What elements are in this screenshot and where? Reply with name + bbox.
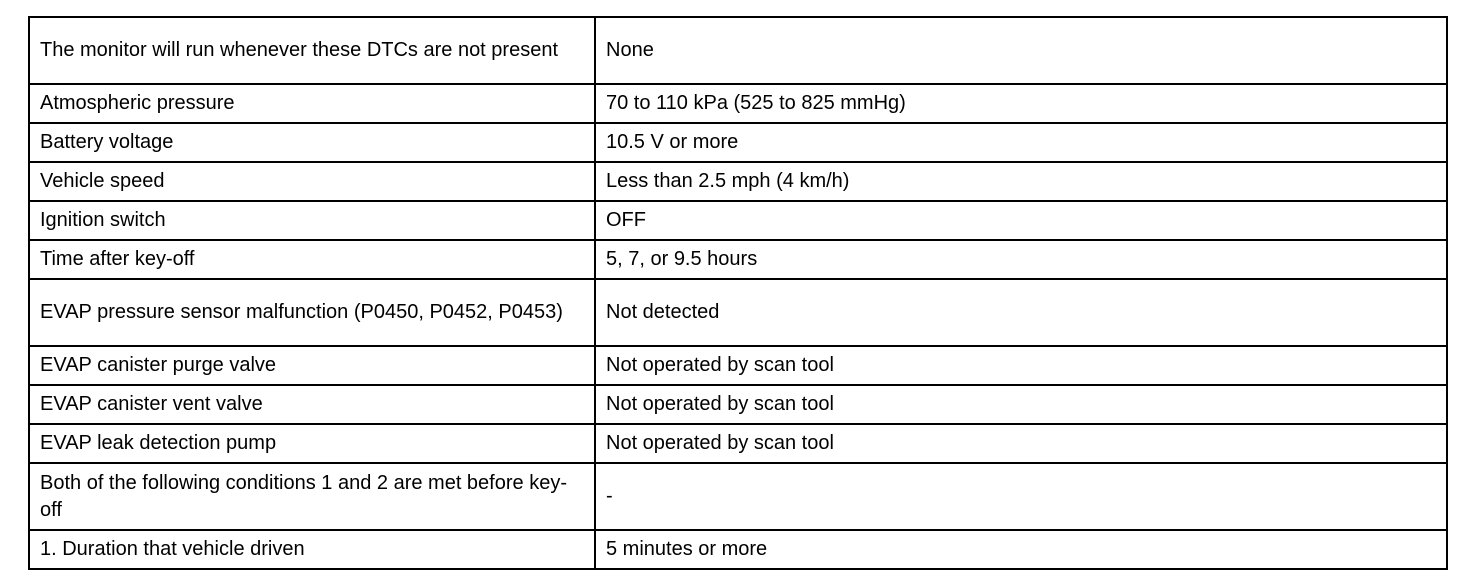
condition-cell: Time after key-off (29, 240, 595, 279)
value-cell: Not operated by scan tool (595, 346, 1447, 385)
value-cell: None (595, 17, 1447, 84)
conditions-table (28, 16, 1448, 570)
condition-cell: EVAP pressure sensor malfunction (P0450, P0452, P0453) (29, 279, 595, 346)
condition-cell: Atmospheric pressure (29, 84, 595, 123)
value-cell: Not operated by scan tool (595, 385, 1447, 424)
table-row (29, 463, 1447, 530)
table-row (29, 385, 1447, 424)
table-row (29, 162, 1447, 201)
table-row (29, 17, 1447, 84)
condition-cell: EVAP canister vent valve (29, 385, 595, 424)
value-cell: 5, 7, or 9.5 hours (595, 240, 1447, 279)
value-cell: 70 to 110 kPa (525 to 825 mmHg) (595, 84, 1447, 123)
value-cell: OFF (595, 201, 1447, 240)
table-row (29, 346, 1447, 385)
table-row (29, 201, 1447, 240)
value-cell: 5 minutes or more (595, 530, 1447, 569)
table-row (29, 279, 1447, 346)
table-row (29, 84, 1447, 123)
value-cell: Not operated by scan tool (595, 424, 1447, 463)
condition-cell: Ignition switch (29, 201, 595, 240)
value-cell: Not detected (595, 279, 1447, 346)
table-row (29, 123, 1447, 162)
table-row (29, 424, 1447, 463)
value-cell: Less than 2.5 mph (4 km/h) (595, 162, 1447, 201)
condition-cell: EVAP canister purge valve (29, 346, 595, 385)
table-row (29, 240, 1447, 279)
condition-cell: Battery voltage (29, 123, 595, 162)
value-cell: - (595, 463, 1447, 530)
condition-cell: Vehicle speed (29, 162, 595, 201)
condition-cell: Both of the following conditions 1 and 2 are met before key-off (29, 463, 595, 530)
condition-cell: 1. Duration that vehicle driven (29, 530, 595, 569)
condition-cell: The monitor will run whenever these DTCs are not present (29, 17, 595, 84)
value-cell: 10.5 V or more (595, 123, 1447, 162)
condition-cell: EVAP leak detection pump (29, 424, 595, 463)
table-row (29, 530, 1447, 569)
